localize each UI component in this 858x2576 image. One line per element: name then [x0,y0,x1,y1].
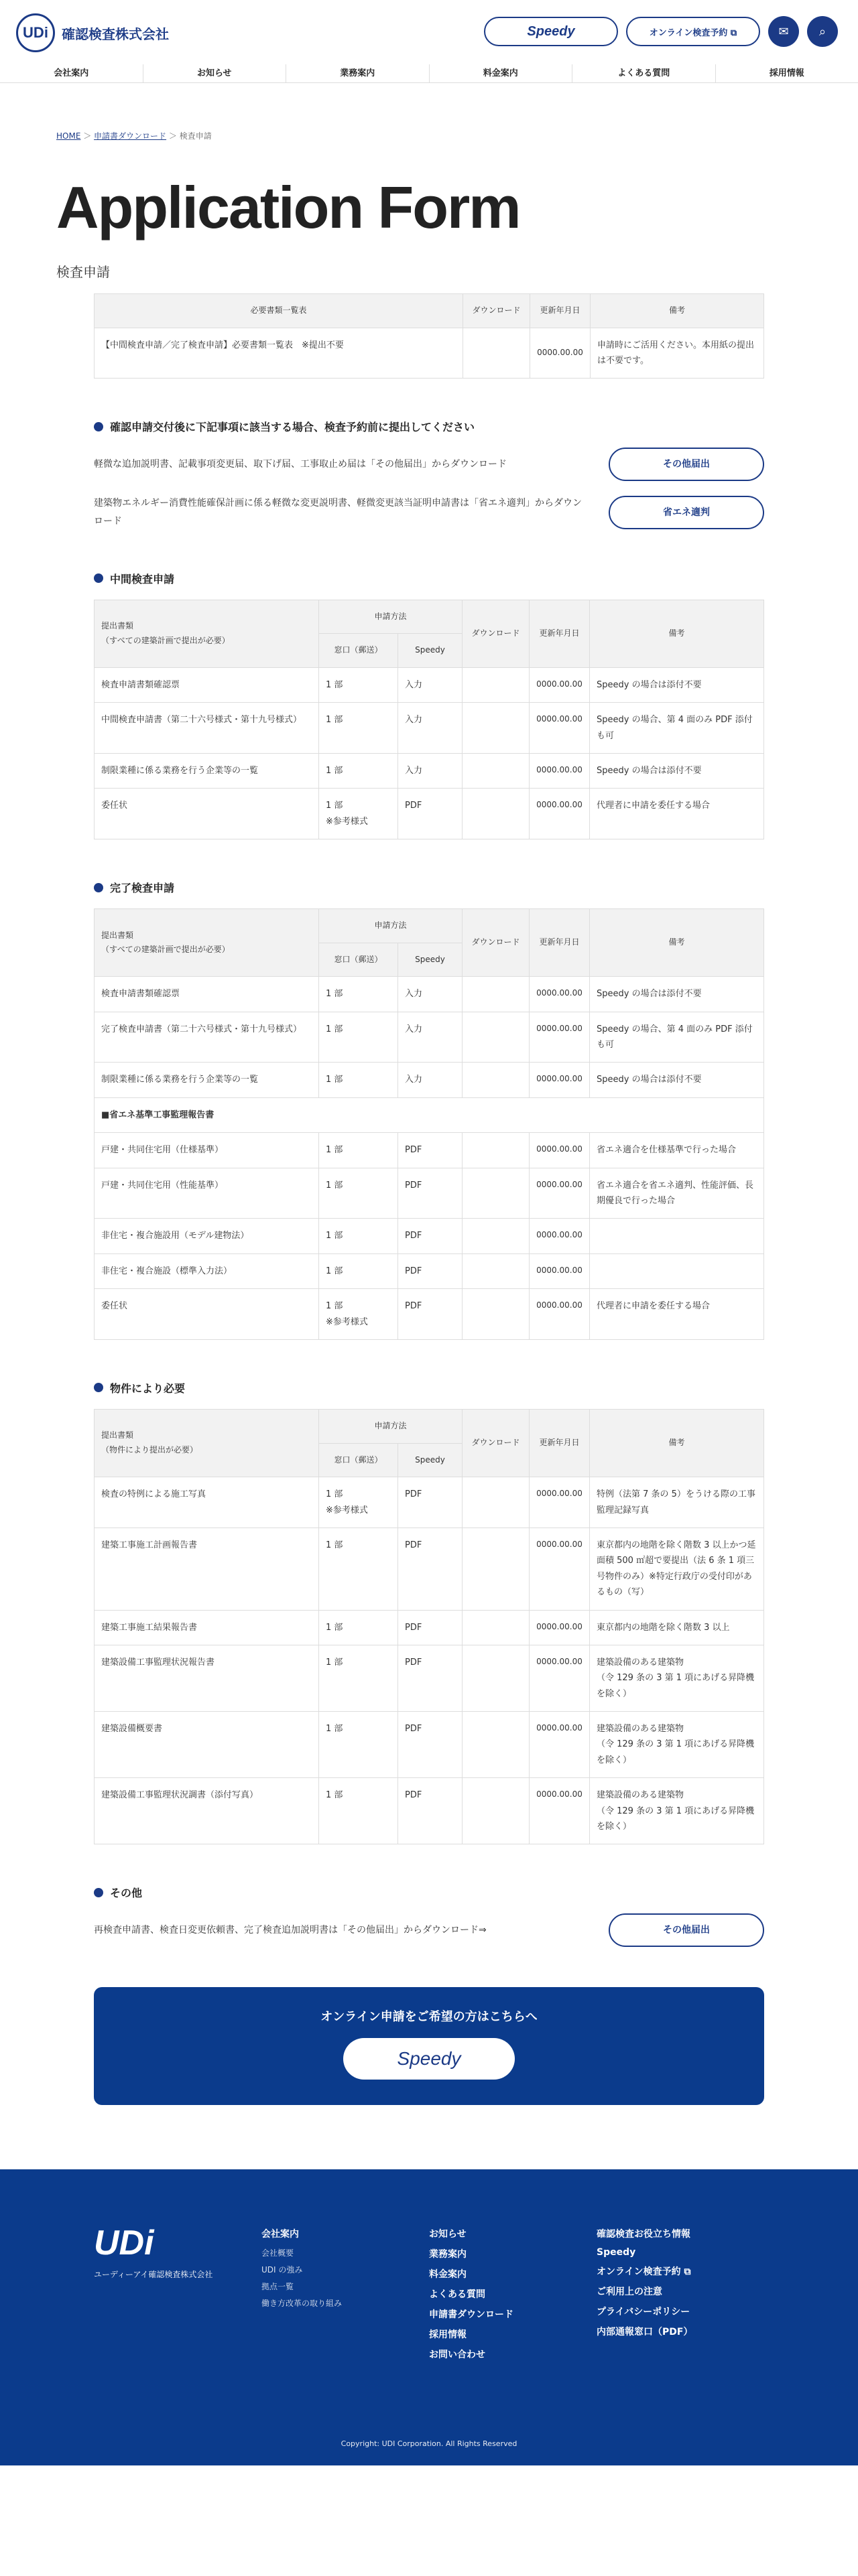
cell: 0000.00.00 [530,1063,590,1097]
cell: 入力 [398,977,463,1012]
online-reservation-button[interactable]: オンライン検査予約 ⧉ [626,17,760,46]
download-cell[interactable] [463,1133,530,1168]
other-row [94,1913,764,1947]
cell: 1 部 [319,667,398,702]
footer-link[interactable]: 業務案内 [429,2249,467,2260]
cell: 委任状 [95,1289,319,1340]
download-cell[interactable] [463,1253,530,1288]
cell: 1 部 ※参考様式 [319,1477,398,1528]
th-method: 申請方法 [319,909,463,943]
footer-link[interactable]: 採用情報 [429,2329,467,2341]
th-note: 備考 [590,909,764,977]
th-speedy: Speedy [398,634,463,668]
table-row [95,1712,764,1778]
th-date: 更新年月日 [530,909,590,977]
notice-heading [94,419,764,434]
cell: PDF [398,1219,463,1253]
table-row [95,1063,764,1097]
cell: 1 部 ※参考様式 [319,1289,398,1340]
cell: 戸建・共同住宅用（仕様基準） [95,1133,319,1168]
page-subtitle: 検査申請 [56,264,110,280]
th-doc-label: 提出書類 [101,621,134,631]
nav-news[interactable]: お知らせ [143,64,287,82]
table-body [95,667,764,839]
footer-link[interactable]: 確認検査お役立ち情報 [597,2229,690,2240]
cell: 特例（法第 7 条の 5）をうける際の工事監理記録写真 [590,1477,764,1528]
download-cell[interactable] [463,1063,530,1097]
table-row [95,667,764,702]
th-download: ダウンロード [463,909,530,977]
footer-link[interactable]: 会社概要 [261,2248,294,2258]
cell: 非住宅・複合施設（標準入力法） [95,1253,319,1288]
table-row [95,1133,764,1168]
th-note: 備考 [590,600,764,667]
th-download: ダウンロード [463,1409,530,1477]
footer-link[interactable]: 申請書ダウンロード [429,2309,513,2321]
footer-link[interactable]: 料金案内 [429,2269,467,2281]
cell: 【中間検査申請／完了検査申請】必要書類一覧表 ※提出不要 [95,328,463,379]
download-cell[interactable] [463,1219,530,1253]
cell: 省エネ適合を仕様基準で行った場合 [590,1133,764,1168]
table-row [95,328,764,379]
th-doc [95,909,319,977]
cell: 建築設備のある建築物 （令 129 条の 3 第 1 項にあげる昇降機を除く） [590,1645,764,1711]
footer-link[interactable]: オンライン検査予約 ⧉ [597,2266,691,2278]
download-cell[interactable] [463,1289,530,1340]
download-cell[interactable] [463,789,530,839]
footer-link[interactable]: お知らせ [429,2229,467,2240]
cell: 建築設備のある建築物 （令 129 条の 3 第 1 項にあげる昇降機を除く） [590,1778,764,1844]
property-heading [94,1380,764,1396]
copyright: Copyright: UDI Corporation. All Rights Reserved [341,2439,517,2449]
cell: PDF [398,1477,463,1528]
nav-services[interactable]: 業務案内 [286,64,430,82]
cell: 入力 [398,1063,463,1097]
cell: 戸建・共同住宅用（性能基準） [95,1168,319,1219]
speedy-button[interactable]: Speedy [484,17,618,46]
cell: 0000.00.00 [530,1012,590,1063]
cell: PDF [398,1712,463,1778]
final-table [94,908,764,1340]
final-heading-text: 完了検査申請 [110,882,175,895]
cell: 委任状 [95,789,319,839]
cell: 検査申請書類確認票 [95,977,319,1012]
cell: 東京都内の地階を除く階数 3 以上かつ延面積 500 ㎡超で要提出（法 6 条 1 項三号物件のみ）※特定行政庁の受付印があるもの（写） [590,1528,764,1610]
interim-heading [94,571,764,586]
th-date: 更新年月日 [530,1409,590,1477]
table-row [95,1778,764,1844]
download-cell[interactable] [463,1528,530,1610]
cell: 建築工事施工計画報告書 [95,1528,319,1610]
breadcrumb-home[interactable]: HOME [56,131,81,141]
th-doc-sub: （すべての建築計画で提出が必要） [101,945,230,955]
cell: 0000.00.00 [530,1645,590,1711]
cell: 入力 [398,753,463,788]
download-cell[interactable] [463,328,530,379]
cell: PDF [398,1778,463,1844]
th-method: 申請方法 [319,1409,463,1443]
cell: 1 部 [319,1645,398,1711]
cell: 0000.00.00 [530,1477,590,1528]
nav-pricing[interactable]: 料金案内 [430,64,573,82]
th-list: 必要書類一覧表 [95,294,463,328]
footer-link[interactable]: 内部通報窓口（PDF） [597,2327,693,2338]
table-row [95,1253,764,1288]
nav-faq[interactable]: よくある質問 [572,64,716,82]
notice-row [94,494,764,530]
bullet-icon [94,573,103,583]
cell: 1 部 [319,1133,398,1168]
bullet-icon [94,1383,103,1392]
footer-link[interactable]: よくある質問 [429,2289,485,2301]
cell: 入力 [398,1012,463,1063]
cell: PDF [398,1289,463,1340]
page-title: Application Form [56,174,520,241]
footer-link[interactable]: 拠点一覧 [261,2282,294,2292]
table-row [95,789,764,839]
cell: 省エネ適合を省エネ適判、性能評価、長期優良で行った場合 [590,1168,764,1219]
cell: 1 部 [319,1712,398,1778]
cell: 建築設備工事監理状況報告書 [95,1645,319,1711]
table-row [95,1645,764,1711]
th-speedy: Speedy [398,1443,463,1477]
interim-table [94,600,764,840]
cell: 0000.00.00 [530,977,590,1012]
cell [590,1253,764,1288]
table-row [95,1219,764,1253]
cell: 1 部 [319,1778,398,1844]
interim-heading-text: 中間検査申請 [110,572,175,586]
property-table [94,1409,764,1844]
th-speedy: Speedy [398,943,463,977]
table-row [95,1610,764,1645]
th-date: 更新年月日 [530,600,590,667]
mail-icon[interactable]: ✉ [768,16,799,47]
cell: PDF [398,1528,463,1610]
table-row [95,1012,764,1063]
cell: Speedy の場合は添付不要 [590,1063,764,1097]
breadcrumb-current: 検査申請 [179,131,212,141]
th-window: 窓口（郵送） [319,943,398,977]
cell: 0000.00.00 [530,1778,590,1844]
notice-text: 建築物エネルギー消費性能確保計画に係る軽微な変更説明書、軽微変更該当証明申請書は「省エネ適判」からダウンロード [94,498,582,527]
cell: 0000.00.00 [530,1610,590,1645]
table-header [95,909,764,977]
table-header [95,600,764,667]
online-banner [94,1987,764,2105]
table-row [95,703,764,754]
breadcrumb-parent[interactable]: 申請書ダウンロード [94,131,167,141]
cell: 1 部 [319,1012,398,1063]
cell: Speedy の場合は添付不要 [590,753,764,788]
header [0,0,858,64]
table-row [95,1289,764,1340]
cell: 建築設備のある建築物 （令 129 条の 3 第 1 項にあげる昇降機を除く） [590,1712,764,1778]
download-cell[interactable] [463,1168,530,1219]
footer-logo-mark: UDi [94,2224,154,2263]
cell: Speedy の場合は添付不要 [590,667,764,702]
cell: 入力 [398,667,463,702]
cell: PDF [398,789,463,839]
cell: 入力 [398,703,463,754]
cell: 建築設備概要書 [95,1712,319,1778]
cell: 1 部 [319,977,398,1012]
download-cell[interactable] [463,703,530,754]
download-cell[interactable] [463,1778,530,1844]
table-row [95,1528,764,1610]
cell: 0000.00.00 [530,1712,590,1778]
cell: 完了検査申請書（第二十六号様式・第十九号様式） [95,1012,319,1063]
cell: 0000.00.00 [530,753,590,788]
notice-text: 軽微な追加説明書、記載事項変更届、取下げ届、工事取止め届は「その他届出」からダウンロード [94,459,507,470]
global-nav [0,64,858,83]
th-doc [95,1409,319,1477]
property-heading-text: 物件により必要 [110,1381,186,1395]
download-cell[interactable] [463,1012,530,1063]
cell: 0000.00.00 [530,1219,590,1253]
footer-link[interactable]: お問い合わせ [429,2350,485,2361]
list-table [94,293,764,379]
download-cell[interactable] [463,1610,530,1645]
footer-link[interactable]: 会社案内 [261,2229,299,2240]
cell: 0000.00.00 [530,1168,590,1219]
cell: PDF [398,1610,463,1645]
footer-col-2 [429,2227,513,2368]
table-body [95,1477,764,1844]
th-note: 備考 [590,1409,764,1477]
download-cell[interactable] [463,753,530,788]
footer-link[interactable]: 働き方改革の取り組み [261,2299,343,2309]
cell: 代理者に申請を委任する場合 [590,1289,764,1340]
th-doc-label: 提出書類 [101,930,134,940]
th-window: 窓口（郵送） [319,1443,398,1477]
cell: PDF [398,1168,463,1219]
cell: 建築設備工事監理状況調書（添付写真） [95,1778,319,1844]
cell: 0000.00.00 [530,1289,590,1340]
th-note: 備考 [591,294,764,328]
download-cell[interactable] [463,1477,530,1528]
cell: 1 部 [319,1610,398,1645]
cell: 0000.00.00 [530,667,590,702]
energy-button[interactable]: 省エネ適判 [609,496,764,529]
other-heading-text: その他 [110,1887,143,1900]
table-row [95,753,764,788]
bullet-icon [94,1888,103,1897]
cell: 1 部 [319,703,398,754]
th-doc-label: 提出書類 [101,1430,134,1440]
th-window: 窓口（郵送） [319,634,398,668]
cell: PDF [398,1133,463,1168]
cell: 建築工事施工結果報告書 [95,1610,319,1645]
bullet-icon [94,883,103,892]
cell: PDF [398,1253,463,1288]
th-date: 更新年月日 [530,294,591,328]
cell: Speedy の場合は添付不要 [590,977,764,1012]
cell: 1 部 [319,1063,398,1097]
cell: 1 部 [319,753,398,788]
other-text: 再検査申請書、検査日変更依頼書、完了検査追加説明書は「その他届出」からダウンロード⇒ [94,1925,487,1936]
banner-text: オンライン申請をご希望の方はこちらへ [320,2010,538,2025]
table-header [95,1409,764,1477]
table-body [95,977,764,1098]
logo[interactable] [16,13,169,52]
table-row [95,1477,764,1528]
footer-company: ユーディーアイ確認検査株式会社 [94,2270,213,2280]
cell: 代理者に申請を委任する場合 [590,789,764,839]
table-row [95,977,764,1012]
cell: PDF [398,1645,463,1711]
cell: 中間検査申請書（第二十六号様式・第十九号様式） [95,703,319,754]
other-notice-button[interactable]: その他届出 [609,448,764,481]
cell [590,1219,764,1253]
logo-mark: UDi [16,13,55,52]
th-download: ダウンロード [463,294,530,328]
th-download: ダウンロード [463,600,530,667]
cell: Speedy の場合、第 4 面のみ PDF 添付も可 [590,1012,764,1063]
cell: 1 部 [319,1168,398,1219]
download-cell[interactable] [463,1712,530,1778]
cell: 0000.00.00 [530,1133,590,1168]
bullet-icon [94,422,103,431]
download-cell[interactable] [463,1645,530,1711]
cell: 1 部 ※参考様式 [319,789,398,839]
th-method: 申請方法 [319,600,463,634]
company-name: 確認検査株式会社 [62,25,169,42]
nav-recruit[interactable]: 採用情報 [769,68,804,78]
table-body [95,1133,764,1340]
th-doc-sub: （すべての建築計画で提出が必要） [101,635,230,645]
nav-company[interactable]: 会社案内 [0,64,143,82]
cell: 1 部 [319,1528,398,1610]
cell: 検査の特例による施工写真 [95,1477,319,1528]
table-row [95,1168,764,1219]
notice-row [94,448,764,481]
cell: 0000.00.00 [530,789,590,839]
footer-col-1 [261,2227,342,2314]
footer-link[interactable]: Speedy [597,2247,636,2258]
search-icon[interactable]: ⌕ [807,16,838,47]
footer-logo[interactable] [94,2223,212,2280]
footer-col-3 [597,2227,692,2345]
subhead-cell: ■省エネ基準工事監理報告書 [95,1097,764,1132]
cell: 1 部 [319,1219,398,1253]
download-cell[interactable] [463,977,530,1012]
notice-heading-text: 確認申請交付後に下記事項に該当する場合、検査予約前に提出してください [110,421,475,434]
cell: 東京都内の地階を除く階数 3 以上 [590,1610,764,1645]
cell: 制限業種に係る業務を行う企業等の一覧 [95,753,319,788]
footer-link[interactable]: UDI の強み [261,2265,303,2275]
cell: 非住宅・複合施設用（モデル建物法） [95,1219,319,1253]
final-heading [94,880,764,895]
cell: Speedy の場合、第 4 面のみ PDF 添付も可 [590,703,764,754]
footer-link[interactable]: ご利用上の注意 [597,2287,662,2298]
th-doc [95,600,319,667]
footer [0,2169,858,2465]
other-heading [94,1885,764,1900]
other-notice-button-2[interactable]: その他届出 [609,1913,764,1947]
download-cell[interactable] [463,667,530,702]
cell: 検査申請書類確認票 [95,667,319,702]
cell: 0000.00.00 [530,1528,590,1610]
table-subhead [95,1097,764,1132]
cell: 申請時にご活用ください。本用紙の提出は不要です。 [591,328,764,379]
cell: 0000.00.00 [530,703,590,754]
breadcrumb: HOME ＞ 申請書ダウンロード ＞ 検査申請 [56,131,212,141]
cell: 0000.00.00 [530,328,591,379]
footer-link[interactable]: プライバシーポリシー [597,2307,690,2318]
cell: 0000.00.00 [530,1253,590,1288]
th-doc-sub: （物件により提出が必要） [101,1445,198,1455]
banner-speedy-button[interactable]: Speedy [343,2038,515,2080]
cell: 1 部 [319,1253,398,1288]
cell: 制限業種に係る業務を行う企業等の一覧 [95,1063,319,1097]
